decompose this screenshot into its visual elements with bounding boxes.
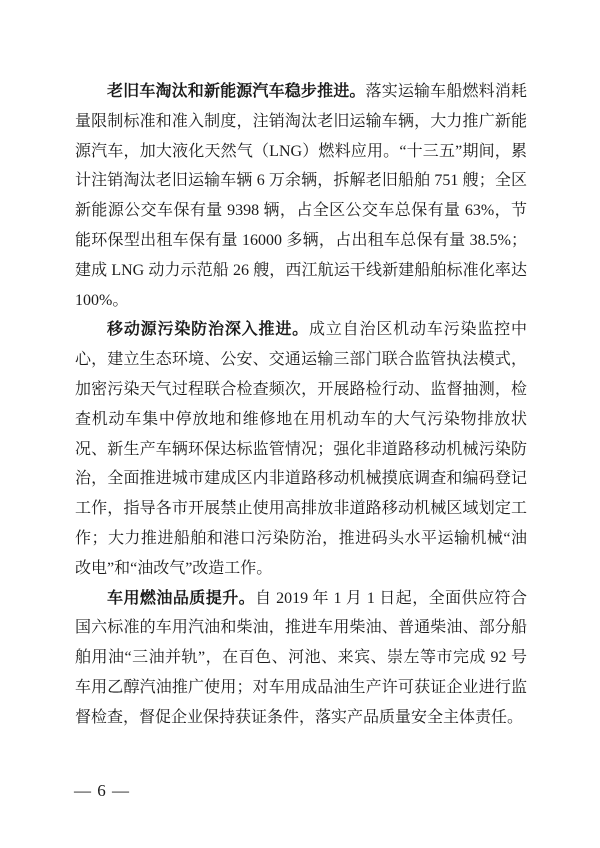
paragraph <box>75 315 527 583</box>
paragraph-body: 自 2019 年 1 月 1 日起，全面供应符合国六标准的车用汽油和柴油，推进车用柴油、普通柴油、部分船舶用油“三油并轨”，在百色、河池、来宾、崇左等市完成 92 号车用乙醇汽油推广使用；对车用成品油生产许可获证企业进行监督检查，督促企业保持获证条件，落实产品质量安全主体责任。 <box>75 589 527 726</box>
paragraph-lead: 移动源污染防治深入推进。 <box>107 321 309 339</box>
paragraph-lead: 老旧车淘汰和新能源汽车稳步推进。 <box>107 83 366 100</box>
paragraph <box>75 77 527 315</box>
paragraph <box>75 584 527 733</box>
page-number: — 6 — <box>74 781 130 800</box>
paragraph-body: 成立自治区机动车污染监控中心，建立生态环境、公安、交通运输三部门联合监管执法模式，加密污染天气过程联合检查频次，开展路检行动、监督抽测，检查机动车集中停放地和维修地在用机动车的大气污染物排放状况、新生产车辆环保达标监管情况；强化非道路移动机械污染防治，全面推进城市建成区内非道路移动机械摸底调查和编码登记工作，指导各市开展禁止使用高排放非道路移动机械区域划定工作；大力推进船舶和港口污染防治，推进码头水平运输机械“油改电”和“油改气”改造工作。 <box>75 321 527 577</box>
page-content <box>75 77 527 733</box>
paragraph-lead: 车用燃油品质提升。 <box>107 589 256 607</box>
paragraph-body: 落实运输车船燃料消耗量限制标准和准入制度，注销淘汰老旧运输车辆，大力推广新能源汽车，加大液化天然气（LNG）燃料应用。“十三五”期间，累计注销淘汰老旧运输车辆 6 万余辆，拆解老旧船舶 751 艘；全区新能源公交车保有量 9398 辆，占全区公交车总保有量 63%，节能环保型出租车保有量 16000 多辆，占出租车总保有量 38.5%；建成 LNG 动力示范船 26 艘，西江航运干线新建船舶标准化率达 100%。 <box>75 83 527 309</box>
